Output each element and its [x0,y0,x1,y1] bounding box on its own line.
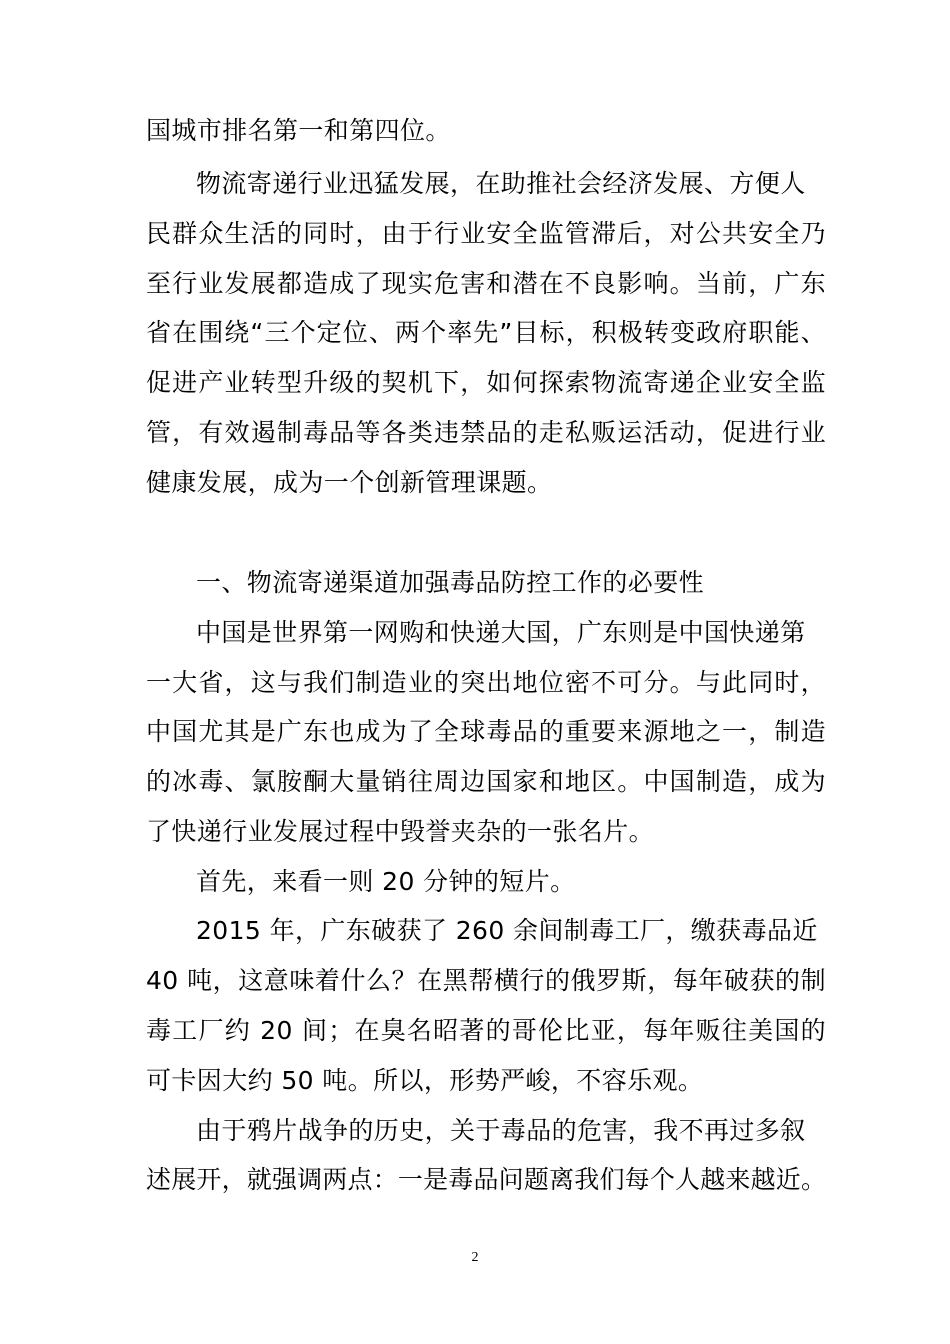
text-line: 促进产业转型升级的契机下，如何探索物流寄递企业安全监 [146,368,826,397]
text-line: 述展开，就强调两点：一是毒品问题离我们每个人越来越近。 [146,1165,826,1194]
text-line: 中国是世界第一网购和快递大国，广东则是中国快递第 [196,618,806,647]
text-line: 健康发展，成为一个创新管理课题。 [146,468,553,497]
text-line: 至行业发展都造成了现实危害和潜在不良影响。当前，广东 [146,269,826,298]
text-line: 毒工厂约 20 间；在臭名昭著的哥伦比亚，每年贩往美国的 [146,1016,826,1045]
text-line: 首先，来看一则 20 分钟的短片。 [196,867,576,896]
text-line: 一大省，这与我们制造业的突出地位密不可分。与此同时， [146,668,826,697]
page-number: 2 [471,1250,479,1265]
text-line: 40 吨，这意味着什么？在黑帮横行的俄罗斯，每年破获的制 [146,966,826,995]
text-line: 国城市排名第一和第四位。 [146,116,451,145]
section-heading: 一、物流寄递渠道加强毒品防控工作的必要性 [196,568,705,597]
text-line: 了快递行业发展过程中毁誉夹杂的一张名片。 [146,817,655,846]
text-line: 管，有效遏制毒品等各类违禁品的走私贩运活动，促进行业 [146,418,826,447]
text-line: 由于鸦片战争的历史，关于毒品的危害，我不再过多叙 [196,1116,806,1145]
text-line: 的冰毒、氯胺酮大量销往周边国家和地区。中国制造，成为 [146,767,826,796]
text-line: 中国尤其是广东也成为了全球毒品的重要来源地之一，制造 [146,717,826,746]
text-line: 省在围绕“三个定位、两个率先”目标，积极转变政府职能、 [146,318,826,347]
text-line: 可卡因大约 50 吨。所以，形势严峻，不容乐观。 [146,1066,704,1095]
text-line: 民群众生活的同时，由于行业安全监管滞后，对公共安全乃 [146,219,826,248]
text-line: 物流寄递行业迅猛发展，在助推社会经济发展、方便人 [196,169,806,198]
text-line: 2015 年，广东破获了 260 余间制毒工厂，缴获毒品近 [196,916,818,945]
